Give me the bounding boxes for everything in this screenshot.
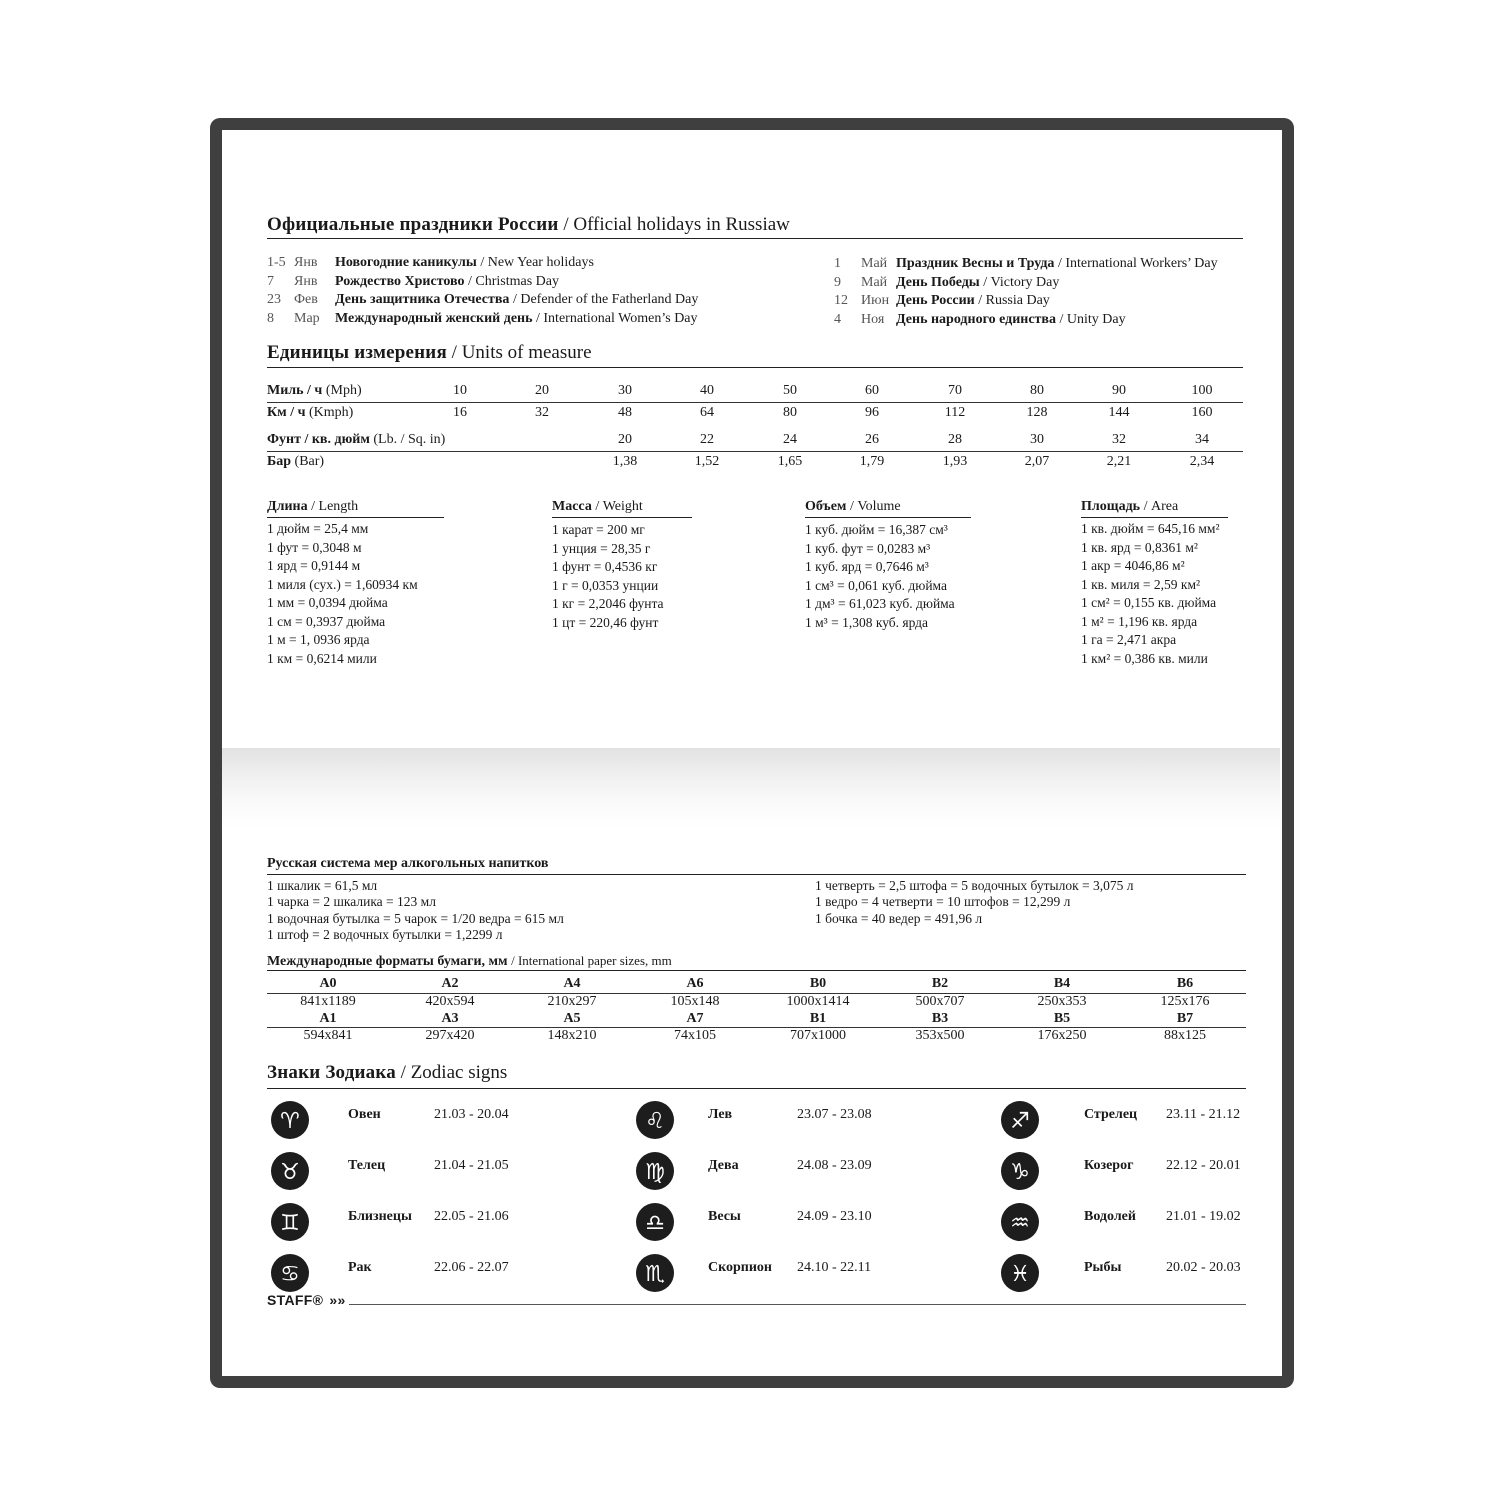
zodiac-name: Лев <box>708 1107 733 1122</box>
sagittarius-icon-glyph: ♐ <box>1010 1109 1030 1134</box>
bar-value: 2,07 <box>1024 454 1050 469</box>
psi-label <box>267 432 445 448</box>
zodiac-dates: 22.06 - 22.07 <box>434 1260 509 1275</box>
cancer-icon <box>268 1251 312 1295</box>
zodiac-name: Водолей <box>1084 1209 1136 1224</box>
holiday-row <box>834 310 1126 329</box>
zodiac-name: Овен <box>348 1107 381 1122</box>
psi-label-en: (Lb. / Sq. in) <box>373 432 446 447</box>
bar-label-ru: Бар <box>267 454 292 469</box>
area-item: 1 кв. миля = 2,59 км² <box>1081 576 1201 592</box>
units-rule <box>267 367 1243 368</box>
alcohol-title: Русская система мер алкогольных напитков <box>267 856 549 871</box>
mph-value: 30 <box>618 383 632 398</box>
mass-title <box>552 499 643 515</box>
alcohol-item: 1 шкалик = 61,5 мл <box>267 878 378 893</box>
area-item: 1 км² = 0,386 кв. мили <box>1081 650 1208 666</box>
mass-item: 1 карат = 200 мг <box>552 522 645 537</box>
pisces-icon-glyph: ♓ <box>1010 1262 1030 1287</box>
gemini-icon <box>268 1200 312 1244</box>
zodiac-dates: 22.05 - 21.06 <box>434 1209 509 1224</box>
zodiac-dates: 24.10 - 22.11 <box>797 1260 872 1275</box>
taurus-icon-glyph: ♉ <box>280 1160 300 1185</box>
virgo-icon-svg <box>633 1149 677 1193</box>
holiday-row <box>834 291 1050 310</box>
psi-value: 26 <box>865 432 879 447</box>
psi-value: 22 <box>700 432 714 447</box>
footer-rule <box>349 1304 1246 1305</box>
libra-icon <box>633 1200 677 1244</box>
scorpio-icon <box>633 1251 677 1295</box>
zodiac-dates: 20.02 - 20.03 <box>1166 1260 1241 1275</box>
mph-value: 100 <box>1191 383 1213 398</box>
pisces-icon-svg <box>998 1251 1042 1295</box>
alcohol-item: 1 бочка = 40 ведер = 491,96 л <box>815 910 983 926</box>
holiday-month: Май <box>861 256 888 271</box>
volume-rule <box>805 517 971 518</box>
alcohol-item: 1 штоф = 2 водочных бутылки = 1,2299 л <box>267 926 503 942</box>
kmph-label-en: (Kmph) <box>308 405 354 420</box>
virgo-icon <box>633 1149 677 1193</box>
holiday-name-ru: День России <box>896 293 975 309</box>
holiday-row <box>267 253 594 272</box>
mph-label <box>267 383 362 399</box>
capricorn-icon <box>998 1149 1042 1193</box>
mass-rule <box>552 517 692 518</box>
paper-format-size: 1000x1414 <box>786 994 850 1009</box>
paper-format-name: B2 <box>931 976 949 991</box>
alcohol-item: 1 чарка = 2 шкалика = 123 мл <box>267 894 436 910</box>
holiday-day: 4 <box>834 311 841 327</box>
holiday-row <box>267 290 698 309</box>
staff-logo-text: STAFF® <box>267 1292 324 1308</box>
psi-label-ru: Фунт / кв. дюйм <box>267 432 370 447</box>
paper-format-size: 420x594 <box>425 994 475 1009</box>
paper-format-size: 250x353 <box>1037 994 1087 1009</box>
holiday-row <box>834 273 1059 292</box>
bar-value: 1,65 <box>777 454 803 469</box>
zodiac-dates: 23.07 - 23.08 <box>797 1107 872 1122</box>
area-rule <box>1081 517 1228 518</box>
holiday-month: Июн <box>861 293 890 309</box>
mph-value: 10 <box>453 383 467 398</box>
psi-value: 32 <box>1112 432 1126 447</box>
staff-logo <box>267 1292 346 1308</box>
paper-format-size: 176x250 <box>1037 1028 1087 1043</box>
kmph-value: 160 <box>1191 405 1213 420</box>
area-title-en: / Area <box>1143 499 1179 514</box>
aquarius-icon-svg <box>998 1200 1042 1244</box>
paper-format-name: A3 <box>441 1011 459 1026</box>
paper-format-name: B6 <box>1176 976 1194 991</box>
holiday-month: Фев <box>294 292 318 308</box>
mass-title-ru: Масса <box>552 499 592 514</box>
alcohol-item: 1 водочная бутылка = 5 чарок = 1/20 ведра = 615 мл <box>267 910 564 926</box>
kmph-value: 64 <box>700 405 714 420</box>
zodiac-title <box>267 1062 507 1084</box>
psi-value: 34 <box>1195 432 1209 447</box>
libra-icon-svg <box>633 1200 677 1244</box>
mass-title-en: / Weight <box>595 499 643 514</box>
page-fold <box>222 748 1280 828</box>
holiday-name-ru: Новогодние каникулы <box>335 255 477 270</box>
holiday-day: 1-5 <box>267 255 286 270</box>
zodiac-dates: 21.01 - 19.02 <box>1166 1209 1241 1224</box>
paper-format-size: 594x841 <box>303 1028 353 1043</box>
holidays-title-en: / Official holidays in Russiaw <box>563 214 790 235</box>
holiday-row <box>834 254 1218 273</box>
volume-item: 1 см³ = 0,061 куб. дюйма <box>805 577 948 593</box>
aries-icon-glyph: ♈ <box>280 1109 300 1134</box>
holiday-month: Янв <box>294 255 318 270</box>
kmph-value: 128 <box>1026 405 1048 420</box>
aquarius-icon-glyph: ♒ <box>1010 1211 1030 1236</box>
kmph-value: 32 <box>535 405 549 420</box>
paper-format-name: A2 <box>441 976 459 991</box>
mph-value: 40 <box>700 383 714 398</box>
mph-value: 60 <box>865 383 879 398</box>
paper-format-size: 74x105 <box>674 1028 716 1043</box>
mph-value: 50 <box>783 383 797 398</box>
holiday-name-ru: Рождество Христово <box>335 273 465 289</box>
paper-format-name: A1 <box>319 1011 337 1026</box>
aries-icon-svg <box>268 1098 312 1142</box>
area-item: 1 м² = 1,196 кв. ярда <box>1081 613 1198 629</box>
leo-icon <box>633 1098 677 1142</box>
zodiac-dates: 23.11 - 21.12 <box>1166 1107 1241 1122</box>
paper-format-size: 210x297 <box>547 994 597 1009</box>
kmph-value: 48 <box>618 405 632 420</box>
paper-format-name: A7 <box>686 1011 704 1026</box>
zodiac-dates: 24.09 - 23.10 <box>797 1209 872 1224</box>
holiday-name-ru: День Победы <box>896 274 980 290</box>
paper-format-name: A5 <box>563 1011 581 1026</box>
leo-icon-svg <box>633 1098 677 1142</box>
alcohol-item: 1 четверть = 2,5 штофа = 5 водочных бутылок = 3,075 л <box>815 878 1134 893</box>
holiday-month: Май <box>861 274 888 290</box>
kmph-value: 80 <box>783 405 797 420</box>
length-item: 1 ярд = 0,9144 м <box>267 558 361 574</box>
holiday-month: Ноя <box>861 311 885 327</box>
holiday-day: 23 <box>267 292 281 308</box>
volume-title <box>805 499 901 515</box>
mph-value: 20 <box>535 383 549 398</box>
area-item: 1 см² = 0,155 кв. дюйма <box>1081 595 1217 611</box>
bar-value: 1,38 <box>612 454 638 469</box>
zodiac-name: Весы <box>708 1209 741 1224</box>
holiday-day: 12 <box>834 293 848 309</box>
paper-title-en: / International paper sizes, mm <box>511 953 672 968</box>
length-item: 1 см = 0,3937 дюйма <box>267 613 386 629</box>
zodiac-dates: 24.08 - 23.09 <box>797 1158 872 1173</box>
holiday-row <box>267 309 698 328</box>
zodiac-name: Дева <box>708 1158 739 1173</box>
length-title-ru: Длина <box>267 499 308 514</box>
bar-label-en: (Bar) <box>294 454 325 469</box>
gemini-icon-glyph: ♊ <box>280 1211 300 1236</box>
paper-format-size: 707x1000 <box>790 1028 846 1043</box>
cancer-icon-svg <box>268 1251 312 1295</box>
paper-format-size: 88x125 <box>1164 1028 1206 1043</box>
area-title <box>1081 499 1178 515</box>
gemini-icon-svg <box>268 1200 312 1244</box>
paper-format-size: 500x707 <box>915 994 965 1009</box>
holiday-name-en: / Christmas Day <box>468 273 560 289</box>
zodiac-title-en: / Zodiac signs <box>400 1062 508 1083</box>
capricorn-icon-glyph: ♑ <box>1010 1160 1030 1185</box>
length-item: 1 м = 1, 0936 ярда <box>267 632 370 648</box>
holiday-name-en: / International Women’s Day <box>536 310 698 326</box>
holiday-day: 7 <box>267 273 274 289</box>
kmph-label <box>267 405 353 421</box>
paper-format-name: B4 <box>1053 976 1071 991</box>
pisces-icon <box>998 1251 1042 1295</box>
paper-title <box>267 953 672 970</box>
virgo-icon-glyph: ♍ <box>645 1160 665 1185</box>
paper-format-name: B7 <box>1176 1011 1194 1026</box>
kmph-value: 16 <box>453 405 467 420</box>
sagittarius-icon <box>998 1098 1042 1142</box>
mass-item: 1 цт = 220,46 фунт <box>552 614 659 630</box>
length-rule <box>267 517 444 518</box>
volume-item: 1 дм³ = 61,023 куб. дюйма <box>805 596 955 612</box>
length-title <box>267 499 358 515</box>
zodiac-name: Близнецы <box>348 1209 412 1224</box>
cancer-icon-glyph: ♋ <box>280 1262 300 1287</box>
paper-format-name: B0 <box>809 976 827 991</box>
paper-format-name: A0 <box>319 976 337 991</box>
bar-value: 2,34 <box>1189 454 1215 469</box>
scorpio-icon-svg <box>633 1251 677 1295</box>
area-title-ru: Площадь <box>1081 499 1141 514</box>
holiday-day: 1 <box>834 256 841 271</box>
holiday-name-en: / Unity Day <box>1059 311 1126 327</box>
mph-value: 90 <box>1112 383 1126 398</box>
bar-value: 2,21 <box>1106 454 1132 469</box>
holiday-name-ru: День защитника Отечества <box>335 292 510 308</box>
length-item: 1 мм = 0,0394 дюйма <box>267 595 388 611</box>
zodiac-dates: 21.03 - 20.04 <box>434 1107 509 1122</box>
area-item: 1 акр = 4046,86 м² <box>1081 558 1185 574</box>
holidays-rule <box>267 238 1243 239</box>
length-item: 1 фут = 0,3048 м <box>267 539 362 555</box>
taurus-icon <box>268 1149 312 1193</box>
mph-label-ru: Миль / ч <box>267 383 323 398</box>
holiday-month: Янв <box>294 273 318 289</box>
area-item: 1 кв. ярд = 0,8361 м² <box>1081 539 1198 555</box>
holiday-day: 9 <box>834 274 841 290</box>
mph-value: 70 <box>948 383 962 398</box>
length-item: 1 дюйм = 25,4 мм <box>267 521 369 536</box>
paper-format-name: B5 <box>1053 1011 1071 1026</box>
mass-item: 1 унция = 28,35 г <box>552 540 651 556</box>
holidays-title-ru: Официальные праздники России <box>267 214 559 235</box>
units-title <box>267 342 592 364</box>
holiday-name-en: / International Workers’ Day <box>1057 256 1218 271</box>
area-item: 1 кв. дюйм = 645,16 мм² <box>1081 521 1220 536</box>
holiday-name-ru: Международный женский день <box>335 310 533 326</box>
holiday-row <box>267 272 559 291</box>
holiday-name-ru: День народного единства <box>896 311 1056 327</box>
paper-format-size: 841x1189 <box>300 994 356 1009</box>
alcohol-rule <box>267 874 1246 875</box>
zodiac-name: Телец <box>348 1158 386 1173</box>
paper-format-name: B3 <box>931 1011 949 1026</box>
libra-icon-glyph: ♎ <box>645 1211 665 1236</box>
holiday-month: Мар <box>294 310 320 326</box>
zodiac-rule <box>267 1088 1246 1089</box>
volume-title-ru: Объем <box>805 499 847 514</box>
holiday-name-en: / Victory Day <box>983 274 1060 290</box>
length-item: 1 миля (сух.) = 1,60934 км <box>267 576 418 592</box>
leo-icon-glyph: ♌ <box>645 1109 665 1134</box>
psi-value: 30 <box>1030 432 1044 447</box>
aquarius-icon <box>998 1200 1042 1244</box>
kmph-value: 96 <box>865 405 879 420</box>
paper-format-name: A4 <box>563 976 581 991</box>
paper-format-name: A6 <box>686 976 704 991</box>
sagittarius-icon-svg <box>998 1098 1042 1142</box>
speed-row-rule <box>267 402 1243 403</box>
zodiac-name: Стрелец <box>1084 1107 1138 1122</box>
kmph-value: 112 <box>944 405 966 420</box>
zodiac-name: Козерог <box>1084 1158 1134 1173</box>
paper-format-size: 353x500 <box>915 1028 965 1043</box>
volume-title-en: / Volume <box>849 499 901 514</box>
holiday-day: 8 <box>267 310 274 326</box>
zodiac-name: Рак <box>348 1260 372 1275</box>
volume-item: 1 м³ = 1,308 куб. ярда <box>805 614 929 630</box>
volume-item: 1 куб. ярд = 0,7646 м³ <box>805 559 929 575</box>
volume-item: 1 куб. фут = 0,0283 м³ <box>805 540 931 556</box>
length-title-en: / Length <box>311 499 359 514</box>
area-item: 1 га = 2,471 акра <box>1081 632 1177 648</box>
kmph-value: 144 <box>1108 405 1130 420</box>
bar-value: 1,79 <box>859 454 885 469</box>
pressure-row-rule <box>267 451 1243 452</box>
psi-value: 20 <box>618 432 632 447</box>
length-item: 1 км = 0,6214 мили <box>267 650 377 666</box>
paper-format-size: 125x176 <box>1160 994 1210 1009</box>
mass-item: 1 кг = 2,2046 фунта <box>552 596 664 612</box>
units-title-en: / Units of measure <box>451 342 592 363</box>
units-title-ru: Единицы измерения <box>267 342 447 363</box>
paper-format-size: 148x210 <box>547 1028 597 1043</box>
mass-item: 1 фунт = 0,4536 кг <box>552 559 658 575</box>
kmph-label-ru: Км / ч <box>267 405 306 420</box>
zodiac-title-ru: Знаки Зодиака <box>267 1062 396 1083</box>
taurus-icon-svg <box>268 1149 312 1193</box>
paper-rule <box>267 970 1246 971</box>
psi-value: 24 <box>783 432 797 447</box>
zodiac-name: Рыбы <box>1084 1260 1122 1275</box>
paper-format-size: 297x420 <box>425 1028 475 1043</box>
holiday-name-en: / Defender of the Fatherland Day <box>512 292 699 308</box>
psi-value: 28 <box>948 432 962 447</box>
paper-format-name: B1 <box>809 1011 827 1026</box>
staff-logo-mark: »» <box>329 1292 346 1308</box>
holiday-name-en: / Russia Day <box>978 293 1050 309</box>
mass-item: 1 г = 0,0353 унции <box>552 577 659 593</box>
volume-item: 1 куб. дюйм = 16,387 см³ <box>805 522 948 537</box>
planner-page <box>210 118 1294 1388</box>
bar-value: 1,52 <box>694 454 720 469</box>
paper-format-size: 105x148 <box>670 994 720 1009</box>
mph-label-en: (Mph) <box>325 383 362 398</box>
aries-icon <box>268 1098 312 1142</box>
capricorn-icon-svg <box>998 1149 1042 1193</box>
bar-label <box>267 454 324 470</box>
zodiac-name: Скорпион <box>708 1260 772 1275</box>
holiday-name-ru: Праздник Весны и Труда <box>896 256 1055 271</box>
zodiac-dates: 22.12 - 20.01 <box>1166 1158 1241 1173</box>
scorpio-icon-glyph: ♏ <box>645 1262 665 1287</box>
alcohol-item: 1 ведро = 4 четверти = 10 штофов = 12,299 л <box>815 894 1071 910</box>
holidays-title <box>267 214 790 236</box>
paper-title-ru: Международные форматы бумаги, мм <box>267 954 508 969</box>
holiday-name-en: / New Year holidays <box>480 255 594 270</box>
mph-value: 80 <box>1030 383 1044 398</box>
zodiac-dates: 21.04 - 21.05 <box>434 1158 509 1173</box>
bar-value: 1,93 <box>942 454 968 469</box>
